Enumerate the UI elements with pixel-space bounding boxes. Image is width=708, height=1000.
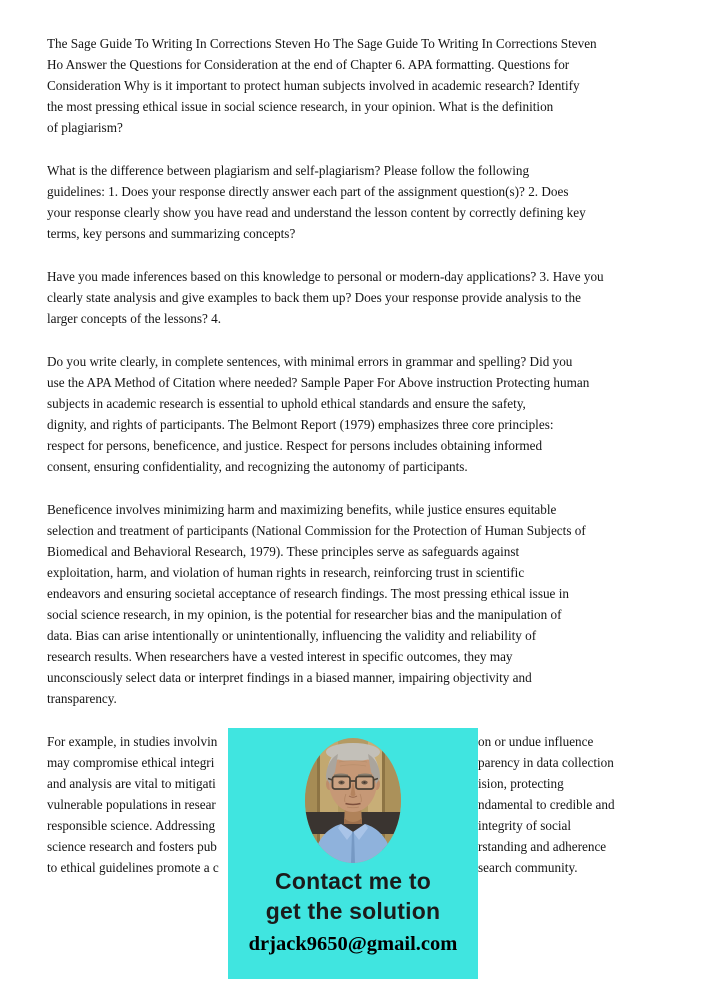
portrait-photo (305, 738, 401, 863)
text-line: terms, key persons and summarizing concepts? (47, 226, 296, 241)
text-fragment-right: ision, protecting (478, 776, 564, 791)
text-fragment-right: rstanding and adherence (478, 839, 607, 854)
text-line: research results. When researchers have a vested interest in specific outcomes, they may (47, 649, 513, 664)
text-line: Biomedical and Behavioral Research, 1979). These principles serve as safeguards against (47, 544, 520, 559)
text-line: transparency. (47, 691, 117, 706)
text-line: respect for persons, beneficence, and justice. Respect for persons includes obtaining informed (47, 438, 543, 453)
text-line: guidelines: 1. Does your response directly answer each part of the assignment question(s)? 2. Does (47, 184, 569, 199)
contact-heading-line2: get the solution (265, 898, 441, 924)
text-fragment-right: integrity of social (478, 818, 572, 833)
text-line: Have you made inferences based on this knowledge to personal or modern-day applications? 3. Have you (47, 269, 604, 284)
contact-overlay-card (228, 728, 478, 979)
text-fragment-right: ndamental to credible and (478, 797, 615, 812)
text-line: unconsciously select data or interpret findings in a biased manner, impairing objectivity and (47, 670, 532, 685)
paragraph (47, 266, 677, 329)
text-line: use the APA Method of Citation where needed? Sample Paper For Above instruction Protecting human (47, 375, 590, 390)
text-line: consent, ensuring confidentiality, and recognizing the autonomy of participants. (47, 459, 468, 474)
text-line: your response clearly show you have read and understand the lesson content by correctly defining key (47, 205, 586, 220)
text-line: exploitation, harm, and violation of human rights in research, reinforcing trust in scientific (47, 565, 525, 580)
paragraph (47, 499, 677, 709)
text-line: clearly state analysis and give examples to back them up? Does your response provide analysis to the (47, 290, 581, 305)
text-line: What is the difference between plagiarism and self-plagiarism? Please follow the following (47, 163, 530, 178)
text-line: the most pressing ethical issue in social science research, in your opinion. What is the definition (47, 99, 554, 114)
text-fragment-left: to ethical guidelines promote a c (47, 860, 219, 875)
text-line: social science research, in my opinion, is the potential for researcher bias and the manipulation of (47, 607, 562, 622)
paragraph (47, 351, 677, 477)
paragraph (47, 33, 677, 138)
contact-email: drjack9650@gmail.com (248, 933, 458, 955)
text-fragment-left: may compromise ethical integri (47, 755, 215, 770)
text-fragment-left: For example, in studies involvin (47, 734, 218, 749)
text-line: endeavors and ensuring societal acceptance of research findings. The most pressing ethical issue in (47, 586, 569, 601)
text-line: Ho Answer the Questions for Consideration at the end of Chapter 6. APA formatting. Questions for (47, 57, 570, 72)
paragraph (47, 160, 677, 244)
text-fragment-right: on or undue influence (478, 734, 594, 749)
text-line: data. Bias can arise intentionally or unintentionally, influencing the validity and reliability of (47, 628, 537, 643)
text-line: dignity, and rights of participants. The Belmont Report (1979) emphasizes three core principles: (47, 417, 554, 432)
text-fragment-right: parency in data collection (478, 755, 614, 770)
text-line: Do you write clearly, in complete sentences, with minimal errors in grammar and spelling? Did you (47, 354, 573, 369)
text-fragment-left: responsible science. Addressing (47, 818, 216, 833)
text-line: The Sage Guide To Writing In Corrections Steven Ho The Sage Guide To Writing In Corrections Steven (47, 36, 597, 51)
text-fragment-left: and analysis are vital to mitigati (47, 776, 216, 791)
text-line: selection and treatment of participants (National Commission for the Protection of Human Subjects of (47, 523, 586, 538)
text-line: larger concepts of the lessons? 4. (47, 311, 222, 326)
text-fragment-right: search community. (478, 860, 578, 875)
text-fragment-left: vulnerable populations in resear (47, 797, 216, 812)
text-fragment-left: science research and fosters pub (47, 839, 217, 854)
text-line: of plagiarism? (47, 120, 123, 135)
contact-heading-line1: Contact me to (275, 868, 431, 894)
text-line: subjects in academic research is essential to uphold ethical standards and ensure the safety, (47, 396, 526, 411)
text-line: Beneficence involves minimizing harm and maximizing benefits, while justice ensures equitable (47, 502, 557, 517)
text-line: Consideration Why is it important to protect human subjects involved in academic research? Identify (47, 78, 580, 93)
